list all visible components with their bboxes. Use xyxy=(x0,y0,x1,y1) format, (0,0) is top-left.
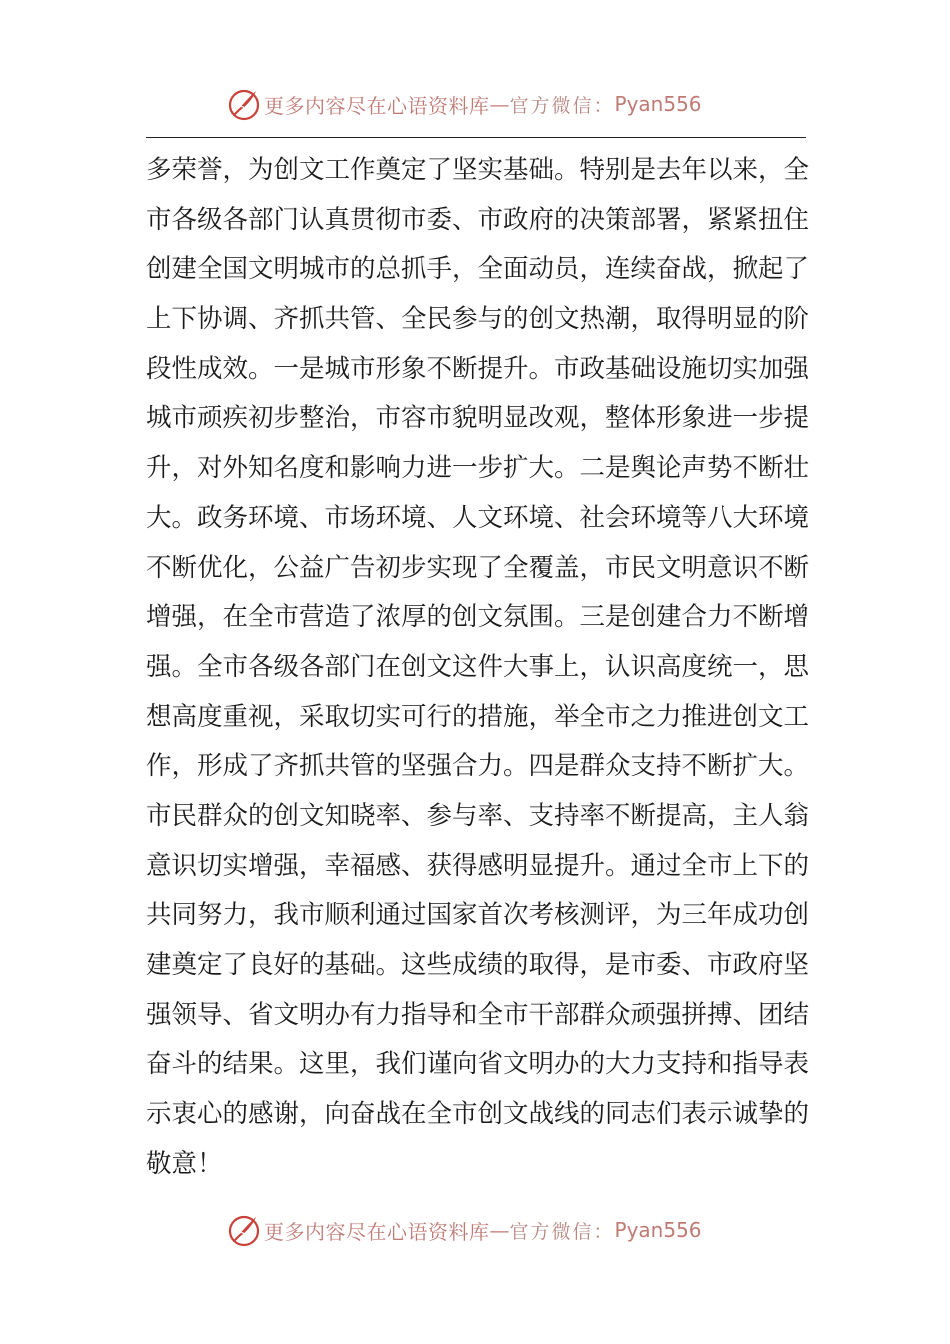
text-line: 作，形成了齐抓共管的坚强合力。四是群众支持不断扩大。 xyxy=(146,751,810,782)
text-line: 市民群众的创文知晓率、参与率、支持率不断提高，主人翁 xyxy=(146,800,810,831)
text-line: 不断优化，公益广告初步实现了全覆盖，市民文明意识不断 xyxy=(146,552,810,583)
quill-logo-icon xyxy=(226,86,262,122)
text-line: 创建全国文明城市的总抓手，全面动员，连续奋战，掀起了 xyxy=(146,254,810,285)
body-text xyxy=(146,146,810,1189)
quill-logo-icon xyxy=(226,1212,262,1248)
header-banner xyxy=(226,84,702,124)
banner-wechat-id: Pyan556 xyxy=(614,92,702,116)
text-line: 城市顽疾初步整治，市容市貌明显改观，整体形象进一步提 xyxy=(146,403,810,434)
text-line: 示衷心的感谢，向奋战在全市创文战线的同志们表示诚挚的 xyxy=(146,1099,810,1130)
text-line: 强。全市各级各部门在创文这件大事上，认识高度统一，思 xyxy=(146,651,810,682)
text-line: 想高度重视，采取切实可行的措施，举全市之力推进创文工 xyxy=(146,701,810,732)
text-line: 升，对外知名度和影响力进一步扩大。二是舆论声势不断壮 xyxy=(146,453,810,484)
banner-wechat-label: 官方微信： xyxy=(509,1220,615,1243)
banner-wechat-label: 官方微信： xyxy=(509,94,615,117)
text-line: 敬意！ xyxy=(146,1148,223,1179)
header-divider xyxy=(146,137,806,138)
text-line: 共同努力，我市顺利通过国家首次考核测评，为三年成功创 xyxy=(146,900,810,931)
text-line: 增强，在全市营造了浓厚的创文氛围。三是创建合力不断增 xyxy=(146,602,810,633)
text-line: 段性成效。一是城市形象不断提升。市政基础设施切实加强 xyxy=(146,353,810,384)
text-line: 强领导、省文明办有力指导和全市干部群众顽强拼搏、团结 xyxy=(146,999,810,1030)
banner-separator: — xyxy=(489,92,510,116)
text-line: 多荣誉，为创文工作奠定了坚实基础。特别是去年以来，全 xyxy=(146,155,810,185)
text-line: 奋斗的结果。这里，我们谨向省文明办的大力支持和指导表 xyxy=(146,1049,810,1080)
footer-banner xyxy=(226,1210,702,1250)
banner-wechat-id: Pyan556 xyxy=(614,1218,702,1242)
banner-title: 更多内容尽在心语资料库 xyxy=(264,93,490,118)
text-line: 意识切实增强，幸福感、获得感明显提升。通过全市上下的 xyxy=(146,850,810,881)
text-line: 大。政务环境、市场环境、人文环境、社会环境等八大环境 xyxy=(146,502,810,533)
banner-separator: — xyxy=(489,1218,510,1242)
text-line: 建奠定了良好的基础。这些成绩的取得，是市委、市政府坚 xyxy=(146,950,810,980)
text-line: 市各级各部门认真贯彻市委、市政府的决策部署，紧紧扭住 xyxy=(146,204,810,235)
banner-title: 更多内容尽在心语资料库 xyxy=(264,1219,490,1244)
text-line: 上下协调、齐抓共管、全民参与的创文热潮，取得明显的阶 xyxy=(146,304,810,335)
